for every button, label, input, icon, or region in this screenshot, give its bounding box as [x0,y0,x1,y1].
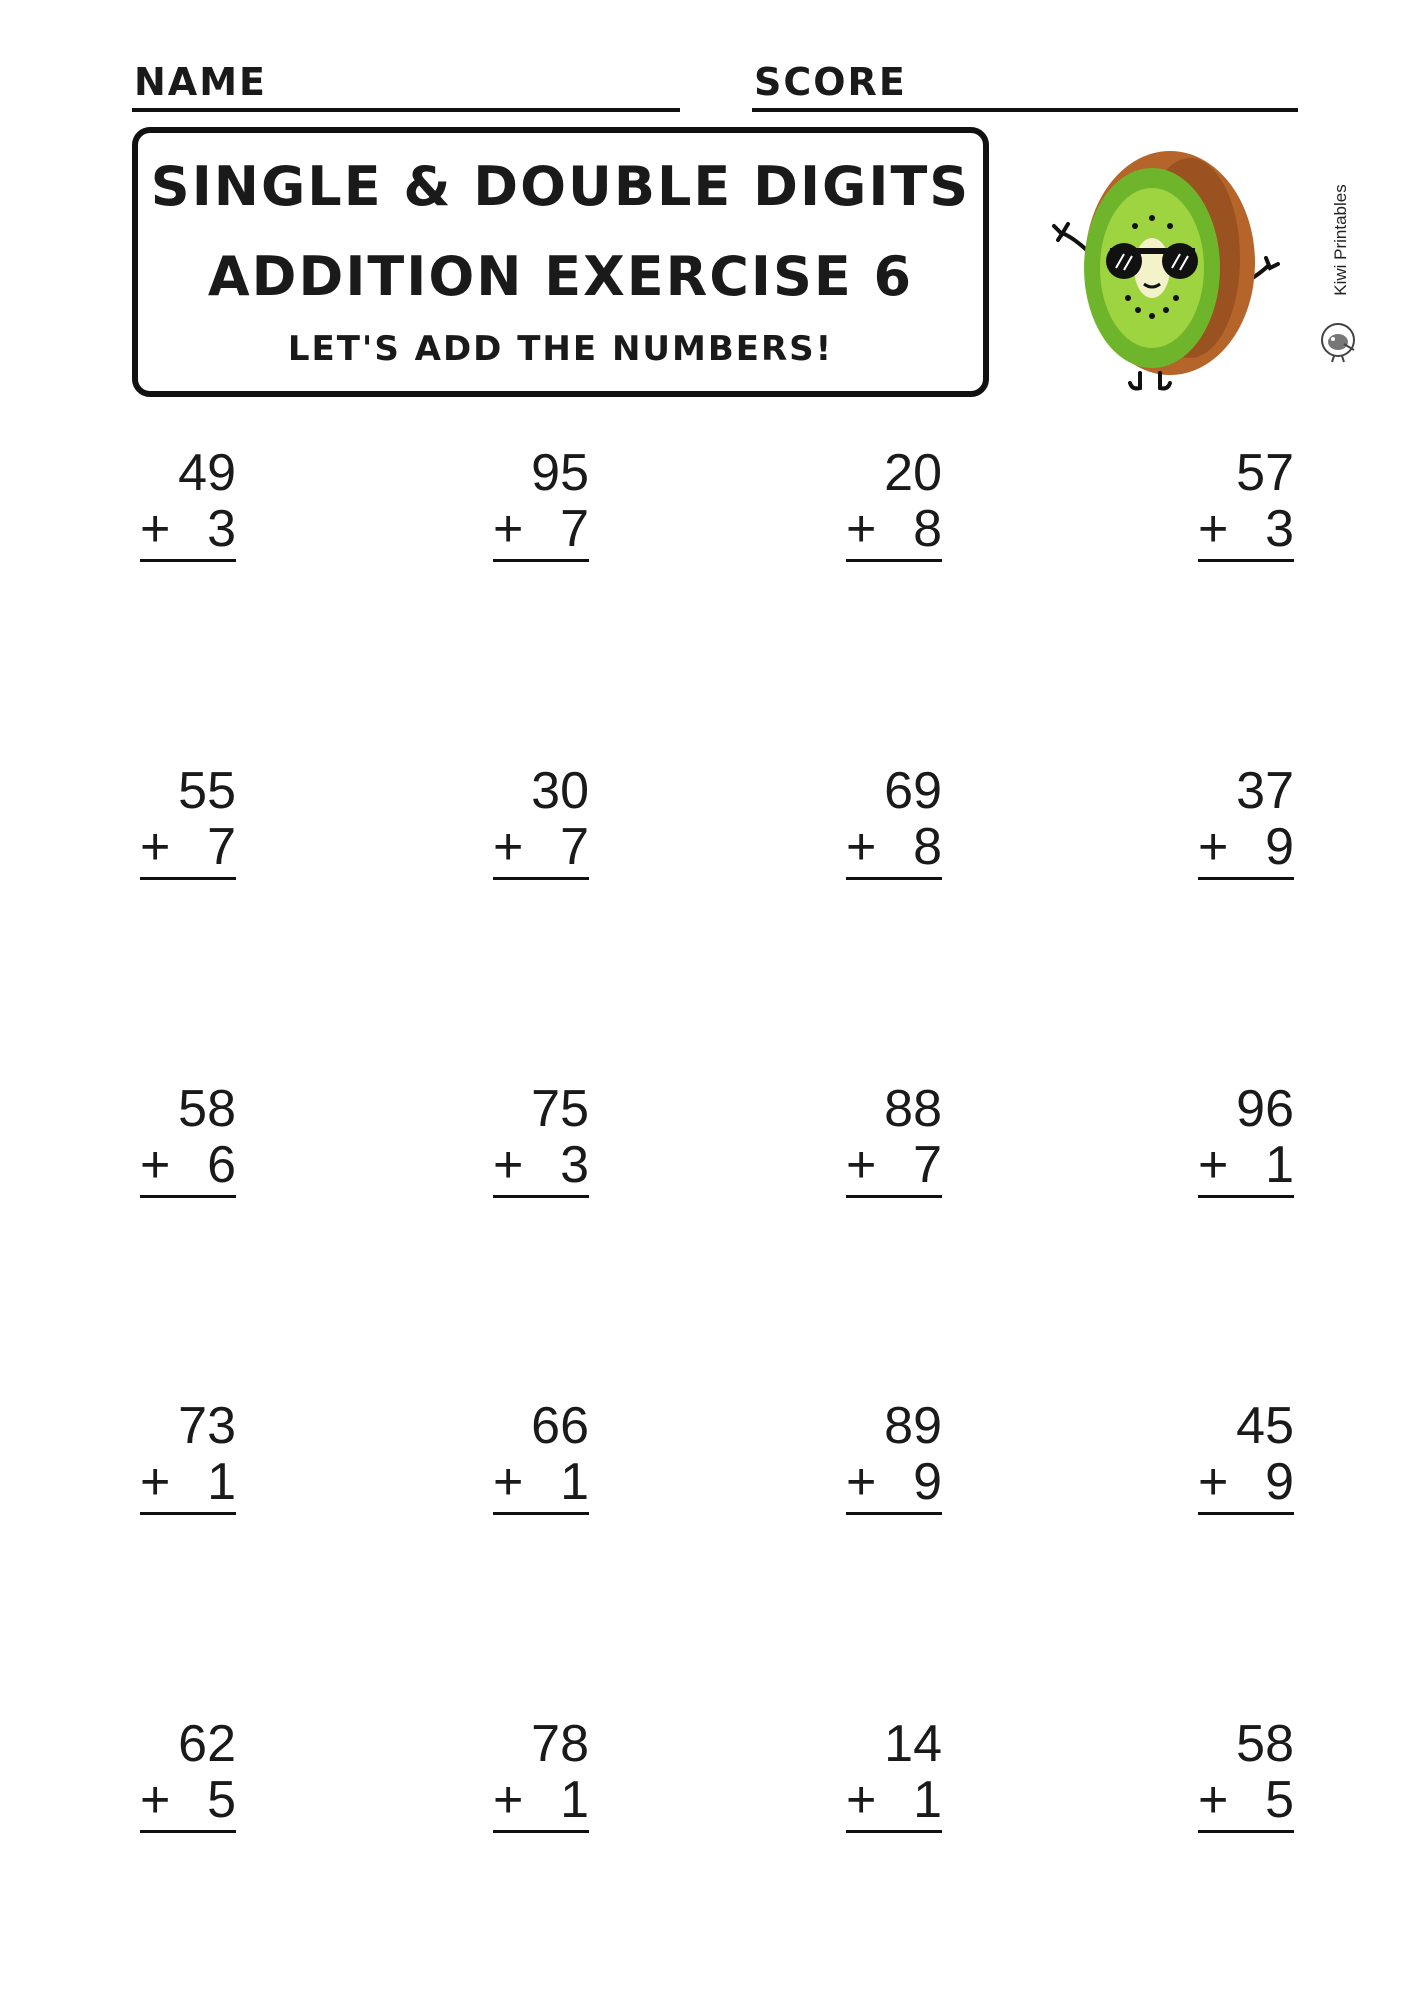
addition-problem [493,445,589,562]
problem-bottom-row [140,501,236,562]
problem-top-number: 89 [884,1397,942,1455]
name-label: NAME [134,60,267,104]
kiwi-bird-logo-icon [1318,320,1358,365]
plus-sign: + [140,1136,171,1194]
problem-top-number: 95 [531,444,589,502]
problem-bottom-row [140,1772,236,1833]
problem-bottom-number: 1 [913,1771,942,1829]
problem-bottom-number: 1 [1265,1136,1294,1194]
addition-problem [493,1716,589,1833]
problem-bottom-row [493,1454,589,1515]
addition-problem [493,1398,589,1515]
plus-sign: + [846,1136,877,1194]
problem-bottom-number: 1 [560,1771,589,1829]
problem-bottom-number: 3 [560,1136,589,1194]
problem-top-number: 88 [884,1080,942,1138]
problem-bottom-number: 5 [207,1771,236,1829]
problem-bottom-number: 7 [913,1136,942,1194]
plus-sign: + [1198,500,1229,558]
problem-top-number: 57 [1236,444,1294,502]
problem-top-number: 73 [178,1397,236,1455]
problem-bottom-row [1198,1772,1294,1833]
plus-sign: + [1198,1453,1229,1511]
problem-top-number: 78 [531,1715,589,1773]
problem-bottom-number: 9 [1265,1453,1294,1511]
problem-top-number: 58 [178,1080,236,1138]
score-label: SCORE [754,60,907,104]
problem-top-number: 20 [884,444,942,502]
problem-top-number: 14 [884,1715,942,1773]
problem-bottom-row [846,819,942,880]
addition-problem [140,445,236,562]
addition-problem [1198,1398,1294,1515]
problem-top-number: 58 [1236,1715,1294,1773]
problem-bottom-row [1198,501,1294,562]
addition-problem [1198,1081,1294,1198]
plus-sign: + [846,1453,877,1511]
problem-bottom-row [493,1137,589,1198]
addition-problem [140,1398,236,1515]
problem-top-number: 66 [531,1397,589,1455]
plus-sign: + [140,818,171,876]
problem-bottom-row [1198,1454,1294,1515]
score-field[interactable] [752,52,1298,112]
addition-problem [846,1398,942,1515]
brand-name: Kiwi Printables [1331,184,1350,296]
problem-bottom-row [140,1454,236,1515]
plus-sign: + [1198,818,1229,876]
plus-sign: + [140,1771,171,1829]
addition-problem [140,763,236,880]
problem-bottom-row [1198,819,1294,880]
problem-bottom-row [846,501,942,562]
problem-bottom-number: 7 [207,818,236,876]
worksheet-subtitle: LET'S ADD THE NUMBERS! [287,329,834,369]
plus-sign: + [493,818,524,876]
plus-sign: + [140,500,171,558]
plus-sign: + [1198,1136,1229,1194]
problem-top-number: 30 [531,762,589,820]
addition-problem [846,763,942,880]
addition-problem [846,1716,942,1833]
plus-sign: + [846,818,877,876]
title-box [132,127,989,397]
addition-problem [846,445,942,562]
addition-problem [1198,763,1294,880]
problem-bottom-number: 7 [560,500,589,558]
worksheet-title-line-2: ADDITION EXERCISE 6 [207,245,914,308]
plus-sign: + [846,500,877,558]
problem-bottom-row [846,1137,942,1198]
problem-bottom-number: 9 [913,1453,942,1511]
problem-top-number: 49 [178,444,236,502]
problem-bottom-row [1198,1137,1294,1198]
problem-bottom-row [846,1454,942,1515]
problem-top-number: 96 [1236,1080,1294,1138]
problem-top-number: 37 [1236,762,1294,820]
problem-bottom-row [140,1137,236,1198]
addition-problem [140,1081,236,1198]
problem-bottom-number: 3 [207,500,236,558]
addition-problem [1198,1716,1294,1833]
addition-problem [493,763,589,880]
problem-bottom-row [493,819,589,880]
problem-bottom-number: 3 [1265,500,1294,558]
plus-sign: + [1198,1771,1229,1829]
plus-sign: + [140,1453,171,1511]
addition-problem [846,1081,942,1198]
problem-bottom-number: 8 [913,818,942,876]
problem-bottom-number: 9 [1265,818,1294,876]
problem-top-number: 55 [178,762,236,820]
brand [1310,165,1360,380]
problem-bottom-number: 1 [207,1453,236,1511]
problem-bottom-row [846,1772,942,1833]
problem-bottom-row [140,819,236,880]
problem-bottom-number: 5 [1265,1771,1294,1829]
problem-top-number: 45 [1236,1397,1294,1455]
problem-top-number: 75 [531,1080,589,1138]
addition-problem [1198,445,1294,562]
problem-top-number: 69 [884,762,942,820]
problem-bottom-number: 6 [207,1136,236,1194]
problem-bottom-number: 8 [913,500,942,558]
name-field[interactable] [132,52,680,112]
problem-top-number: 62 [178,1715,236,1773]
problem-bottom-number: 7 [560,818,589,876]
problem-bottom-number: 1 [560,1453,589,1511]
addition-problem [493,1081,589,1198]
kiwi-mascot-icon [1040,138,1290,398]
plus-sign: + [846,1771,877,1829]
problem-bottom-row [493,501,589,562]
worksheet-title-line-1: SINGLE & DOUBLE DIGITS [150,155,971,218]
addition-problem [140,1716,236,1833]
plus-sign: + [493,1453,524,1511]
plus-sign: + [493,1136,524,1194]
plus-sign: + [493,1771,524,1829]
plus-sign: + [493,500,524,558]
problem-bottom-row [493,1772,589,1833]
